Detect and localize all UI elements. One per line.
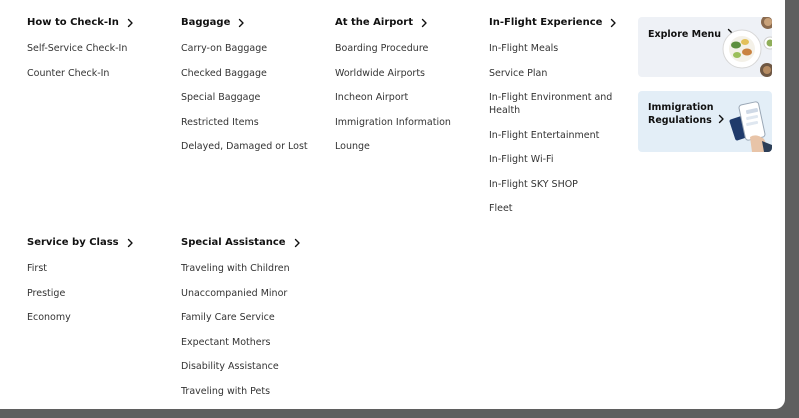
menu-item-checked-baggage[interactable]: Checked Baggage: [181, 67, 267, 79]
menu-item-unaccompanied-minor[interactable]: Unaccompanied Minor: [181, 287, 288, 299]
menu-item-self-service-check-in[interactable]: Self-Service Check-In: [27, 43, 128, 54]
immigration-regulations-card[interactable]: [638, 91, 772, 152]
menu-item-immigration-information[interactable]: Immigration Information: [335, 116, 451, 128]
chevron-right-icon: [419, 18, 429, 28]
menu-item-family-care-service[interactable]: Family Care Service: [181, 312, 275, 323]
menu-item-boarding-procedure[interactable]: Boarding Procedure: [335, 43, 429, 54]
menu-item-incheon-airport[interactable]: Incheon Airport: [335, 92, 409, 103]
menu-item-prestige[interactable]: Prestige: [27, 287, 66, 299]
menu-item-delayed-damaged-lost[interactable]: Delayed, Damaged or Lost: [181, 141, 308, 152]
menu-item-worldwide-airports[interactable]: Worldwide Airports: [335, 67, 425, 79]
menu-item-inflight-meals[interactable]: In-Flight Meals: [489, 43, 559, 54]
explore-menu-card[interactable]: [638, 17, 772, 77]
section-heading-inflight[interactable]: In-Flight Experience: [489, 16, 619, 30]
menu-item-inflight-environment-health[interactable]: In-Flight Environment and Health: [489, 92, 613, 116]
menu-item-inflight-wifi[interactable]: In-Flight Wi-Fi: [489, 154, 554, 165]
menu-item-lounge[interactable]: Lounge: [335, 141, 370, 152]
menu-item-first[interactable]: First: [27, 263, 47, 274]
menu-section-baggage: [181, 16, 308, 153]
menu-item-counter-check-in[interactable]: Counter Check-In: [27, 67, 110, 79]
section-heading-airport[interactable]: At the Airport: [335, 16, 451, 30]
passport-phone-illustration: [726, 99, 772, 152]
section-heading-check-in[interactable]: How to Check-In: [27, 16, 135, 30]
menu-item-traveling-with-pets[interactable]: Traveling with Pets: [181, 385, 271, 397]
menu-item-carry-on-baggage[interactable]: Carry-on Baggage: [181, 43, 268, 54]
section-list-airport: [335, 42, 451, 153]
menu-section-service-class: [27, 236, 135, 324]
menu-section-inflight: [489, 16, 619, 215]
explore-menu-label: Explore Menu: [648, 28, 735, 41]
section-list-check-in: [27, 42, 135, 80]
chevron-right-icon: [236, 18, 246, 28]
menu-item-inflight-sky-shop[interactable]: In-Flight SKY SHOP: [489, 178, 578, 190]
section-list-special-assistance: [181, 262, 302, 398]
chevron-right-icon: [125, 18, 135, 28]
chevron-right-icon: [292, 238, 302, 248]
menu-item-disability-assistance[interactable]: Disability Assistance: [181, 361, 279, 372]
menu-item-service-plan[interactable]: Service Plan: [489, 67, 548, 79]
menu-item-traveling-with-children[interactable]: Traveling with Children: [181, 263, 290, 274]
menu-item-restricted-items[interactable]: Restricted Items: [181, 116, 259, 128]
menu-item-fleet[interactable]: Fleet: [489, 203, 513, 214]
chevron-right-icon: [608, 18, 618, 28]
section-list-inflight: [489, 42, 619, 215]
menu-item-special-baggage[interactable]: Special Baggage: [181, 92, 261, 103]
menu-section-check-in: [27, 16, 135, 80]
section-heading-special-assistance[interactable]: Special Assistance: [181, 236, 302, 250]
immigration-regulations-label: Immigration Regulations: [648, 101, 726, 127]
section-heading-baggage[interactable]: Baggage: [181, 16, 308, 30]
chevron-right-icon: [716, 114, 726, 124]
meal-dishes-illustration: [722, 17, 772, 77]
section-list-baggage: [181, 42, 308, 153]
section-list-service-class: [27, 262, 135, 324]
menu-section-special-assistance: [181, 236, 302, 398]
menu-item-inflight-entertainment[interactable]: In-Flight Entertainment: [489, 129, 600, 141]
menu-section-airport: [335, 16, 451, 153]
section-heading-service-class[interactable]: Service by Class: [27, 236, 135, 250]
menu-item-expectant-mothers[interactable]: Expectant Mothers: [181, 336, 271, 348]
menu-item-economy[interactable]: Economy: [27, 312, 71, 323]
chevron-right-icon: [125, 238, 135, 248]
